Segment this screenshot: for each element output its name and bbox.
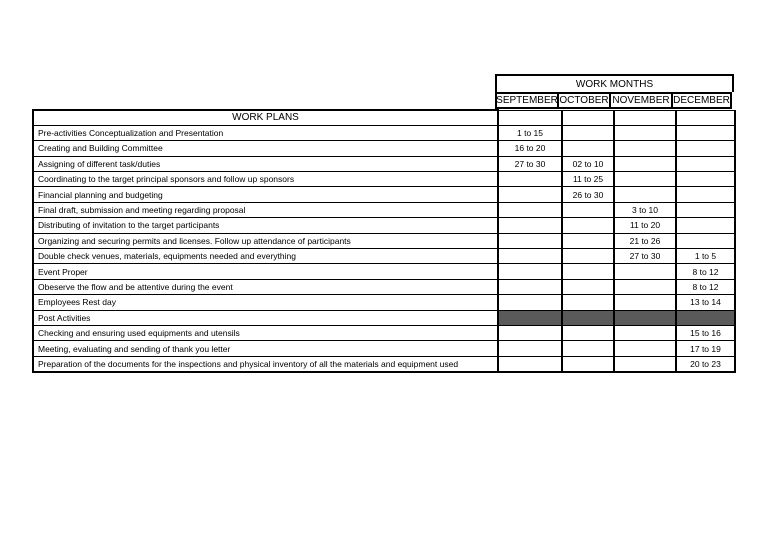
schedule-cell-december bbox=[676, 141, 735, 156]
schedule-cell-september: 1 to 15 bbox=[498, 125, 562, 140]
schedule-cell-november bbox=[614, 172, 676, 187]
month-september: SEPTEMBER bbox=[495, 92, 559, 109]
schedule-cell-september: 27 to 30 bbox=[498, 156, 562, 171]
schedule-cell-october bbox=[562, 295, 614, 310]
table-row bbox=[33, 264, 735, 279]
schedule-cell-december: 15 to 16 bbox=[676, 325, 735, 340]
schedule-cell-september bbox=[498, 233, 562, 248]
schedule-cell-december: 8 to 12 bbox=[676, 279, 735, 294]
work-plan-sheet bbox=[32, 74, 734, 373]
schedule-cell-december: 17 to 19 bbox=[676, 341, 735, 356]
schedule-cell-october bbox=[562, 341, 614, 356]
schedule-cell-september bbox=[498, 356, 562, 371]
table-row bbox=[33, 218, 735, 233]
work-plans-title: WORK PLANS bbox=[33, 110, 498, 125]
schedule-cell-november bbox=[614, 264, 676, 279]
month-december: DECEMBER bbox=[673, 92, 732, 109]
schedule-cell-december bbox=[676, 172, 735, 187]
months-header-row bbox=[32, 92, 734, 109]
schedule-cell-december: 20 to 23 bbox=[676, 356, 735, 371]
schedule-cell-october: 02 to 10 bbox=[562, 156, 614, 171]
table-row bbox=[33, 249, 735, 264]
months-spacer bbox=[32, 92, 495, 109]
table-row bbox=[33, 325, 735, 340]
task-label: Double check venues, materials, equipments needed and everything bbox=[33, 249, 498, 264]
schedule-cell-september bbox=[498, 172, 562, 187]
schedule-cell-november bbox=[614, 187, 676, 202]
schedule-cell-october bbox=[562, 141, 614, 156]
schedule-cell-october bbox=[562, 249, 614, 264]
schedule-cell-december: 1 to 5 bbox=[676, 249, 735, 264]
schedule-cell-october: 11 to 25 bbox=[562, 172, 614, 187]
schedule-cell-november: 27 to 30 bbox=[614, 249, 676, 264]
schedule-cell-december bbox=[676, 187, 735, 202]
schedule-cell-december bbox=[676, 156, 735, 171]
schedule-cell-october bbox=[562, 202, 614, 217]
table-row bbox=[33, 341, 735, 356]
task-label: Pre-activities Conceptualization and Presentation bbox=[33, 125, 498, 140]
table-row bbox=[33, 202, 735, 217]
schedule-cell-october bbox=[562, 233, 614, 248]
schedule-cell-december bbox=[676, 233, 735, 248]
table-row bbox=[33, 172, 735, 187]
schedule-cell-september bbox=[498, 341, 562, 356]
table-row bbox=[33, 125, 735, 140]
schedule-cell-november bbox=[614, 356, 676, 371]
schedule-cell-october bbox=[562, 125, 614, 140]
schedule-cell-november: 21 to 26 bbox=[614, 233, 676, 248]
table-row bbox=[33, 233, 735, 248]
task-label: Financial planning and budgeting bbox=[33, 187, 498, 202]
title-cell-september bbox=[498, 110, 562, 125]
task-label: Checking and ensuring used equipments and utensils bbox=[33, 325, 498, 340]
month-october: OCTOBER bbox=[559, 92, 611, 109]
schedule-cell-december bbox=[676, 202, 735, 217]
title-cell-november bbox=[614, 110, 676, 125]
task-label: Assigning of different task/duties bbox=[33, 156, 498, 171]
table-row bbox=[33, 295, 735, 310]
schedule-cell-november bbox=[614, 156, 676, 171]
schedule-cell-september bbox=[498, 264, 562, 279]
schedule-cell-september bbox=[498, 279, 562, 294]
schedule-cell-september bbox=[498, 187, 562, 202]
schedule-cell-november bbox=[614, 141, 676, 156]
task-label: Post Activities bbox=[33, 310, 498, 325]
schedule-cell-december: 13 to 14 bbox=[676, 295, 735, 310]
table-row bbox=[33, 156, 735, 171]
schedule-cell-september bbox=[498, 249, 562, 264]
table-row bbox=[33, 187, 735, 202]
schedule-cell-october bbox=[562, 279, 614, 294]
task-label: Preparation of the documents for the inspections and physical inventory of all the materials and equipment used bbox=[33, 356, 498, 371]
schedule-cell-november bbox=[614, 325, 676, 340]
schedule-cell-october bbox=[562, 218, 614, 233]
title-cell-october bbox=[562, 110, 614, 125]
work-plans-title-row bbox=[33, 110, 735, 125]
work-plan-table bbox=[32, 109, 736, 373]
schedule-cell-november bbox=[614, 125, 676, 140]
schedule-cell-october bbox=[562, 325, 614, 340]
table-row bbox=[33, 356, 735, 371]
task-label: Final draft, submission and meeting regarding proposal bbox=[33, 202, 498, 217]
task-label: Obeserve the flow and be attentive during the event bbox=[33, 279, 498, 294]
schedule-cell-november bbox=[614, 341, 676, 356]
task-label: Distributing of invitation to the target participants bbox=[33, 218, 498, 233]
task-label: Event Proper bbox=[33, 264, 498, 279]
schedule-cell-september bbox=[498, 202, 562, 217]
schedule-cell-september bbox=[498, 325, 562, 340]
schedule-cell-september bbox=[498, 218, 562, 233]
schedule-cell-october bbox=[562, 264, 614, 279]
task-label: Creating and Building Committee bbox=[33, 141, 498, 156]
schedule-cell-november bbox=[614, 295, 676, 310]
schedule-cell-september bbox=[498, 310, 562, 325]
schedule-cell-october bbox=[562, 356, 614, 371]
schedule-cell-december: 8 to 12 bbox=[676, 264, 735, 279]
header-spacer bbox=[32, 74, 495, 92]
schedule-cell-september: 16 to 20 bbox=[498, 141, 562, 156]
task-label: Coordinating to the target principal sponsors and follow up sponsors bbox=[33, 172, 498, 187]
month-november: NOVEMBER bbox=[611, 92, 673, 109]
schedule-cell-november: 11 to 20 bbox=[614, 218, 676, 233]
task-label: Employees Rest day bbox=[33, 295, 498, 310]
table-row bbox=[33, 279, 735, 294]
schedule-cell-october bbox=[562, 310, 614, 325]
table-row bbox=[33, 141, 735, 156]
schedule-cell-november bbox=[614, 310, 676, 325]
title-cell-december bbox=[676, 110, 735, 125]
schedule-cell-december bbox=[676, 310, 735, 325]
schedule-cell-december bbox=[676, 218, 735, 233]
schedule-cell-december bbox=[676, 125, 735, 140]
schedule-cell-october: 26 to 30 bbox=[562, 187, 614, 202]
schedule-cell-september bbox=[498, 295, 562, 310]
table-row bbox=[33, 310, 735, 325]
schedule-cell-november bbox=[614, 279, 676, 294]
work-months-header-row bbox=[32, 74, 734, 92]
schedule-cell-november: 3 to 10 bbox=[614, 202, 676, 217]
work-months-header: WORK MONTHS bbox=[495, 74, 734, 92]
task-label: Organizing and securing permits and licenses. Follow up attendance of participants bbox=[33, 233, 498, 248]
task-label: Meeting, evaluating and sending of thank you letter bbox=[33, 341, 498, 356]
